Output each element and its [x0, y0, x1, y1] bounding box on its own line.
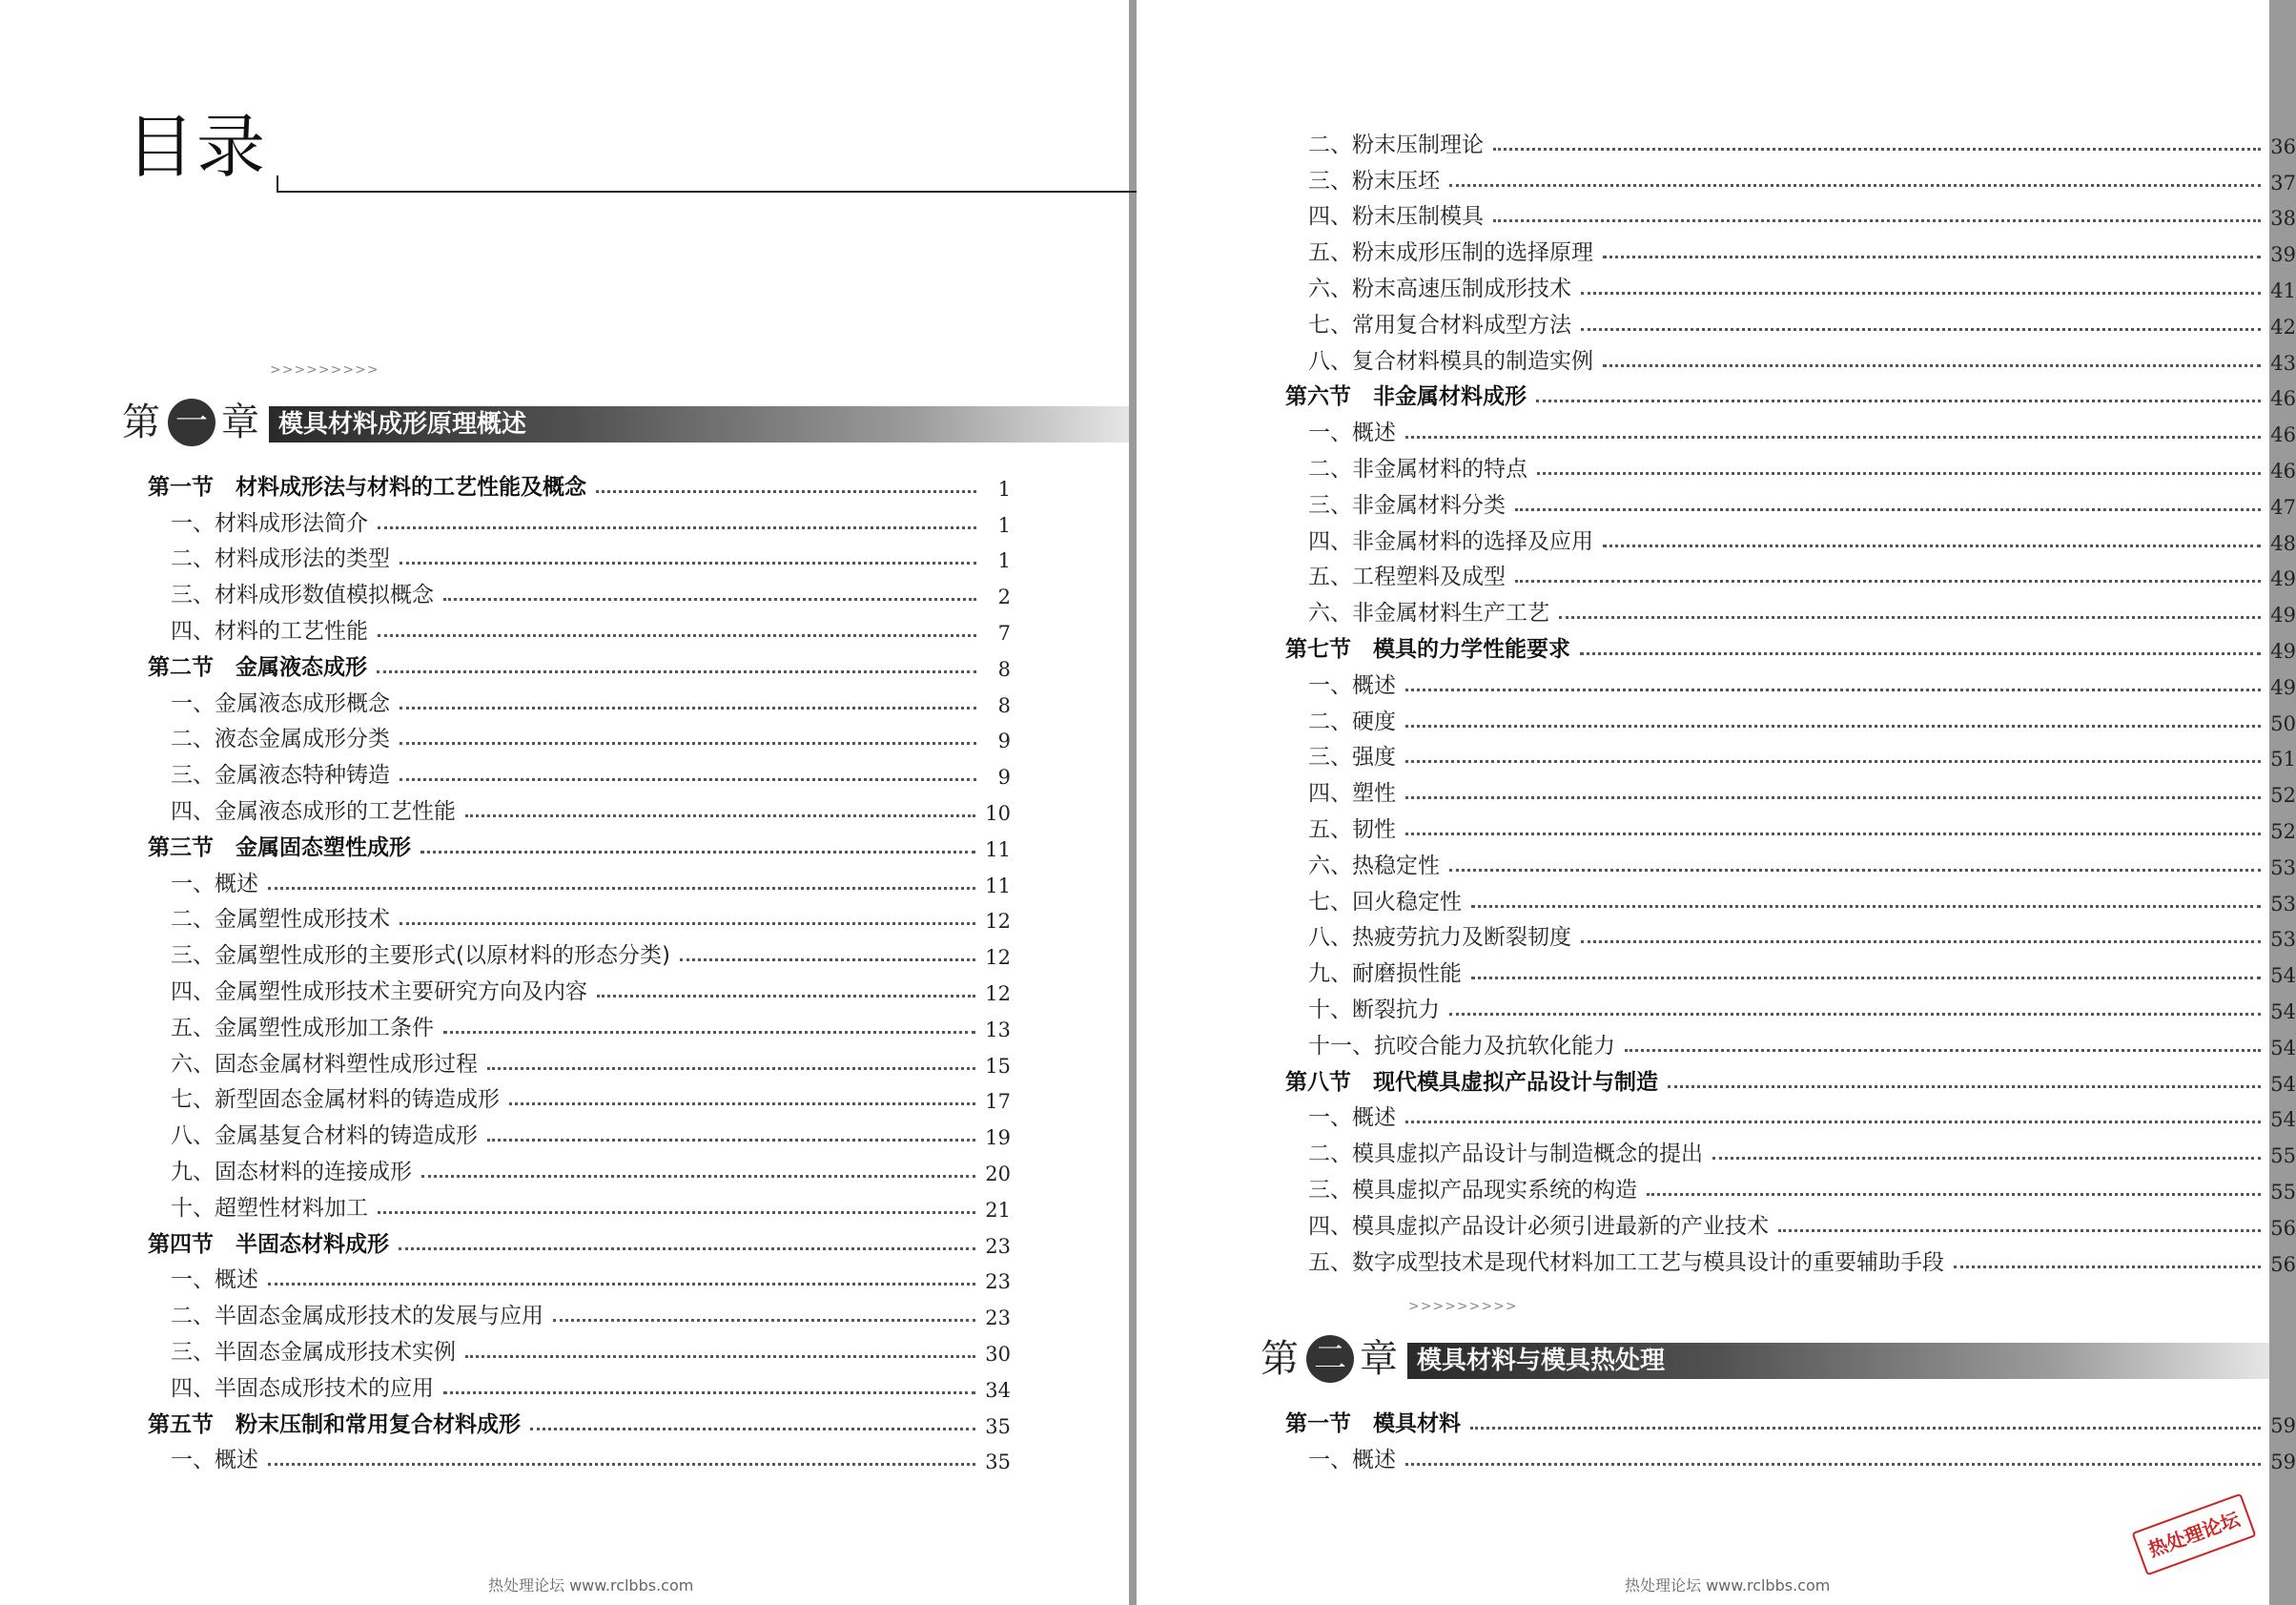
toc-item-entry [148, 1113, 1011, 1149]
toc-page-number: 12 [985, 910, 1011, 934]
dot-leader [1515, 580, 2261, 583]
dot-leader [1449, 1013, 2261, 1016]
toc-item-entry [148, 537, 1011, 573]
toc-item-entry [1285, 916, 2296, 952]
right-page [1137, 0, 2296, 1605]
toc-item-entry [1285, 266, 2296, 302]
dot-leader [1405, 1121, 2261, 1123]
toc-page-number: 54 [2270, 1072, 2296, 1096]
toc-item-entry [1285, 590, 2296, 627]
toc-entry-title: 三、金属液态特种铸造 [171, 763, 390, 789]
toc-entry-title: 十、超塑性材料加工 [171, 1195, 368, 1221]
toc-item-entry [1285, 339, 2296, 375]
toc-page-number: 12 [985, 946, 1011, 970]
toc-page-number: 35 [985, 1451, 1011, 1474]
toc-section-entry [148, 825, 1011, 861]
toc-entry-title: 六、粉末高速压制成形技术 [1308, 276, 1571, 301]
toc-entry-title: 六、非金属材料生产工艺 [1308, 601, 1549, 627]
toc-item-entry [1285, 122, 2296, 158]
dot-leader [1581, 292, 2261, 295]
chapter-suffix: 章 [1360, 1337, 1398, 1381]
toc-item-entry [148, 861, 1011, 897]
toc-page-number: 53 [2270, 892, 2296, 916]
dot-leader [378, 526, 976, 529]
toc-entry-title: 九、固态材料的连接成形 [171, 1159, 412, 1184]
toc-entry-title: 三、半固态金属成形技术实例 [171, 1339, 456, 1365]
toc-page-number: 7 [997, 621, 1011, 645]
toc-entry-title: 七、新型固态金属材料的铸造成形 [171, 1087, 500, 1113]
toc-page-number: 39 [2270, 243, 2296, 267]
toc-item-entry [148, 752, 1011, 789]
dot-leader [400, 707, 976, 710]
toc-item-entry [1285, 446, 2296, 483]
chevron-marker: >>>>>>>>> [1408, 1299, 1518, 1314]
toc-page-number: 13 [985, 1018, 1011, 1041]
toc-entry-title: 二、金属塑性成形技术 [171, 907, 390, 933]
chapter-suffix: 章 [221, 401, 259, 444]
chevron-marker: >>>>>>>>> [270, 362, 379, 378]
toc-item-entry [148, 1366, 1011, 1402]
toc-title: 目录 [126, 107, 268, 187]
toc-entry-title: 一、金属液态成形概念 [171, 690, 390, 716]
left-page [0, 0, 1129, 1605]
dot-leader [487, 1139, 975, 1142]
chapter-prefix: 第 [1261, 1337, 1299, 1381]
toc-entry-title: 第三节 金属固态塑性成形 [148, 834, 411, 860]
toc-entry-title: 八、热疲劳抗力及断裂韧度 [1308, 925, 1571, 951]
toc-entry-title: 一、材料成形法简介 [171, 510, 368, 536]
toc-page-number: 46 [2270, 387, 2296, 411]
dot-leader [596, 490, 976, 493]
toc-page-number: 1 [997, 549, 1011, 573]
dot-leader [443, 1391, 975, 1394]
dot-leader [268, 887, 975, 890]
chapter-number-badge: 一 [168, 399, 215, 446]
dot-leader [1471, 977, 2261, 979]
toc-page-number: 9 [997, 766, 1011, 790]
dot-leader [1778, 1229, 2261, 1232]
dot-leader [1625, 1049, 2261, 1052]
toc-section-entry [148, 1402, 1011, 1438]
toc-entry-title: 二、液态金属成形分类 [171, 727, 390, 752]
toc-item-entry [1285, 1096, 2296, 1132]
toc-page-number: 1 [997, 513, 1011, 537]
dot-leader [1405, 1463, 2261, 1466]
chapter-2-header [1261, 1299, 2269, 1389]
toc-page-number: 1 [997, 477, 1011, 501]
dot-leader [1405, 796, 2261, 799]
dot-leader [597, 995, 975, 998]
toc-item-entry [1285, 1023, 2296, 1060]
toc-entry-title: 三、金属塑性成形的主要形式(以原材料的形态分类) [171, 943, 670, 969]
toc-entry-title: 第八节 现代模具虚拟产品设计与制造 [1285, 1069, 1658, 1095]
toc-page-number: 10 [985, 801, 1011, 825]
toc-page-number: 34 [985, 1378, 1011, 1402]
toc-page-number: 49 [2270, 675, 2296, 699]
toc-item-entry [1285, 1437, 2296, 1473]
dot-leader [1580, 652, 2261, 655]
toc-entry-title: 四、塑性 [1308, 781, 1396, 807]
toc-entry-title: 三、强度 [1308, 745, 1396, 771]
toc-entry-title: 二、模具虚拟产品设计与制造概念的提出 [1308, 1142, 1703, 1167]
toc-item-entry [1285, 879, 2296, 916]
dot-leader [1712, 1157, 2261, 1160]
toc-item-entry [1285, 1240, 2296, 1276]
toc-item-entry [1285, 771, 2296, 807]
chapter-title: 模具材料成形原理概述 [278, 410, 527, 439]
toc-item-entry [148, 572, 1011, 608]
toc-page-number: 54 [2270, 964, 2296, 988]
toc-entry-title: 一、概述 [1308, 1105, 1396, 1131]
toc-page-number: 37 [2270, 171, 2296, 195]
toc-item-entry [148, 1149, 1011, 1185]
toc-page-number: 35 [985, 1414, 1011, 1438]
toc-item-entry [1285, 987, 2296, 1023]
dot-leader [465, 1355, 975, 1358]
toc-entry-title: 三、材料成形数值模拟概念 [171, 583, 434, 608]
toc-entry-title: 八、复合材料模具的制造实例 [1308, 348, 1593, 374]
chapter-1-header [122, 362, 1129, 452]
dot-leader [1515, 508, 2261, 511]
dot-leader [400, 922, 975, 925]
toc-section-entry [1285, 1060, 2296, 1096]
toc-section-entry [1285, 1401, 2296, 1437]
toc-entry-title: 三、模具虚拟产品现实系统的构造 [1308, 1177, 1637, 1203]
toc-entry-title: 第四节 半固态材料成形 [148, 1231, 389, 1257]
dot-leader [420, 851, 975, 854]
toc-entry-title: 四、非金属材料的选择及应用 [1308, 528, 1593, 554]
toc-page-number: 12 [985, 981, 1011, 1005]
toc-page-number: 2 [997, 586, 1011, 609]
dot-leader [465, 814, 975, 817]
dot-leader [443, 598, 976, 601]
toc-entry-title: 二、非金属材料的特点 [1308, 456, 1527, 482]
toc-page-number: 49 [2270, 639, 2296, 663]
toc-page-number: 53 [2270, 855, 2296, 879]
toc-page-number: 49 [2270, 604, 2296, 628]
toc-item-entry [1285, 1167, 2296, 1204]
toc-item-entry [1285, 158, 2296, 195]
toc-item-entry [148, 897, 1011, 934]
dot-leader [1449, 184, 2261, 187]
toc-entry-title: 五、工程塑料及成型 [1308, 565, 1506, 590]
toc-entry-title: 十一、抗咬合能力及抗软化能力 [1308, 1033, 1615, 1059]
toc-page-number: 46 [2270, 459, 2296, 483]
toc-entry-title: 一、概述 [1308, 672, 1396, 698]
toc-page-number: 9 [997, 730, 1011, 753]
toc-entry-title: 第七节 模具的力学性能要求 [1285, 636, 1570, 662]
toc-entry-title: 四、粉末压制模具 [1308, 204, 1484, 230]
toc-entry-title: 四、模具虚拟产品设计必须引进最新的产业技术 [1308, 1213, 1769, 1239]
toc-entry-title: 五、粉末成形压制的选择原理 [1308, 240, 1593, 266]
dot-leader [1493, 148, 2261, 151]
toc-item-entry [148, 1438, 1011, 1474]
toc-page-number: 47 [2270, 495, 2296, 519]
toc-entry-title: 五、金属塑性成形加工条件 [171, 1015, 434, 1040]
dot-leader [1449, 869, 2261, 872]
dot-leader [1537, 472, 2261, 475]
toc-page-number: 59 [2270, 1450, 2296, 1473]
toc-item-entry [1285, 519, 2296, 555]
toc-entry-title: 三、粉末压坯 [1308, 168, 1440, 194]
toc-item-entry [1285, 302, 2296, 339]
toc-entry-title: 第六节 非金属材料成形 [1285, 384, 1527, 410]
toc-item-entry [148, 933, 1011, 969]
forum-stamp-watermark: 热处理论坛 [2131, 1493, 2256, 1576]
toc-entry-title: 七、回火稳定性 [1308, 889, 1462, 915]
toc-page-number: 54 [2270, 999, 2296, 1023]
toc-entry-title: 四、金属液态成形的工艺性能 [171, 798, 456, 824]
dot-leader [1536, 400, 2261, 402]
dot-leader [443, 1031, 975, 1034]
dot-leader [1581, 940, 2261, 943]
toc-page-number: 54 [2270, 1108, 2296, 1132]
toc-item-entry [148, 1329, 1011, 1366]
toc-entry-title: 八、金属基复合材料的铸造成形 [171, 1123, 478, 1149]
toc-entry-title: 六、热稳定性 [1308, 853, 1440, 878]
dot-leader [680, 958, 975, 961]
toc-entry-title: 二、硬度 [1308, 709, 1396, 734]
toc-entry-title: 六、固态金属材料塑性成形过程 [171, 1051, 478, 1077]
toc-page-number: 38 [2270, 207, 2296, 231]
toc-item-entry [1285, 951, 2296, 987]
toc-page-number: 19 [985, 1126, 1011, 1150]
toc-item-entry [1285, 735, 2296, 772]
toc-item-entry [148, 1078, 1011, 1114]
dot-leader [400, 778, 976, 781]
toc-entry-title: 一、概述 [171, 1448, 258, 1473]
toc-item-entry [1285, 1204, 2296, 1240]
dot-leader [1581, 328, 2261, 331]
toc-entry-title: 四、半固态成形技术的应用 [171, 1375, 434, 1401]
toc-page-number: 49 [2270, 567, 2296, 591]
toc-item-entry [1285, 410, 2296, 446]
toc-entry-title: 第一节 材料成形法与材料的工艺性能及概念 [148, 474, 586, 500]
toc-section-entry [148, 464, 1011, 501]
toc-entry-title: 第五节 粉末压制和常用复合材料成形 [148, 1411, 521, 1437]
dot-leader [268, 1463, 975, 1466]
toc-item-entry [148, 1005, 1011, 1041]
toc-page-number: 20 [985, 1162, 1011, 1185]
toc-section-entry [148, 645, 1011, 681]
toc-page-number: 17 [985, 1090, 1011, 1114]
toc-item-entry [148, 1041, 1011, 1078]
toc-page-number: 48 [2270, 531, 2296, 555]
dot-leader [399, 1247, 975, 1250]
toc-page-number: 30 [985, 1342, 1011, 1366]
dot-leader [378, 1211, 975, 1214]
toc-item-entry [148, 969, 1011, 1005]
chapter-title-bar [1407, 1343, 2269, 1379]
chapter-number-badge: 二 [1306, 1335, 1354, 1383]
toc-entry-title: 七、常用复合材料成型方法 [1308, 312, 1571, 338]
toc-page-number: 51 [2270, 748, 2296, 772]
toc-item-entry [148, 681, 1011, 717]
dot-leader [1954, 1265, 2261, 1268]
toc-entry-title: 二、半固态金属成形技术的发展与应用 [171, 1304, 543, 1329]
toc-page-number: 55 [2270, 1144, 2296, 1168]
chapter-title: 模具材料与模具热处理 [1417, 1347, 1666, 1375]
dot-leader [1405, 725, 2261, 728]
toc-page-number: 11 [985, 874, 1011, 897]
toc-section-entry [1285, 627, 2296, 663]
toc-page-number: 56 [2270, 1252, 2296, 1276]
dot-leader [509, 1102, 975, 1105]
dot-leader [1559, 616, 2261, 619]
toc-page-number: 55 [2270, 1180, 2296, 1204]
dot-leader [487, 1067, 975, 1070]
dot-leader [1647, 1193, 2261, 1196]
toc-page-number: 50 [2270, 711, 2296, 735]
page-footer: 热处理论坛 www.rclbbs.com [1625, 1576, 1831, 1595]
toc-entry-title: 一、概述 [1308, 421, 1396, 446]
dot-leader [1405, 436, 2261, 439]
toc-entry-title: 第一节 模具材料 [1285, 1410, 1461, 1436]
dot-leader [1668, 1085, 2261, 1088]
toc-page-number: 36 [2270, 134, 2296, 158]
dot-leader [1603, 256, 2261, 258]
toc-page-number: 15 [985, 1054, 1011, 1078]
toc-page-number: 41 [2270, 278, 2296, 302]
toc-item-entry [148, 501, 1011, 537]
toc-page-number: 23 [985, 1234, 1011, 1258]
toc-entry-title: 九、耐磨损性能 [1308, 961, 1462, 987]
toc-list-right [1285, 122, 2296, 1276]
toc-item-entry [1285, 555, 2296, 591]
toc-page-number: 21 [985, 1198, 1011, 1222]
dot-leader [1405, 760, 2261, 763]
toc-item-entry [1285, 843, 2296, 879]
toc-page-number: 59 [2270, 1413, 2296, 1437]
dot-leader [530, 1428, 975, 1430]
toc-page-number: 42 [2270, 315, 2296, 339]
toc-entry-title: 四、材料的工艺性能 [171, 618, 368, 644]
toc-item-entry [1285, 807, 2296, 843]
toc-page-number: 46 [2270, 423, 2296, 447]
dot-leader [421, 1175, 975, 1178]
toc-list-left [148, 464, 1011, 1473]
dot-leader [1405, 689, 2261, 691]
toc-entry-title: 一、概述 [171, 871, 258, 896]
title-rule [277, 175, 1137, 193]
dot-leader [1470, 1427, 2261, 1430]
dot-leader [1493, 219, 2261, 222]
toc-entry-title: 一、概述 [1308, 1447, 1396, 1472]
toc-page-number: 8 [997, 657, 1011, 681]
dot-leader [1405, 833, 2261, 835]
toc-page-number: 52 [2270, 819, 2296, 843]
dot-leader [400, 562, 976, 565]
toc-item-entry [148, 717, 1011, 753]
toc-entry-title: 五、数字成型技术是现代材料加工工艺与模具设计的重要辅助手段 [1308, 1249, 1944, 1275]
toc-item-entry [148, 789, 1011, 825]
toc-item-entry [1285, 1131, 2296, 1167]
toc-entry-title: 第二节 金属液态成形 [148, 654, 367, 680]
dot-leader [553, 1319, 975, 1322]
toc-item-entry [1285, 195, 2296, 231]
dot-leader [1471, 905, 2261, 908]
toc-page-number: 23 [985, 1270, 1011, 1294]
toc-item-entry [1285, 699, 2296, 735]
toc-item-entry [1285, 230, 2296, 266]
dot-leader [400, 742, 976, 745]
toc-page-number: 52 [2270, 784, 2296, 808]
toc-item-entry [148, 1185, 1011, 1222]
page-footer: 热处理论坛 www.rclbbs.com [488, 1576, 694, 1595]
toc-page-number: 8 [997, 693, 1011, 717]
dot-leader [1603, 545, 2261, 547]
dot-leader [378, 634, 976, 637]
toc-item-entry [148, 608, 1011, 645]
toc-section-entry [1285, 375, 2296, 411]
toc-item-entry [1285, 663, 2296, 699]
toc-page-number: 56 [2270, 1216, 2296, 1240]
toc-item-entry [148, 1258, 1011, 1294]
toc-item-entry [1285, 483, 2296, 519]
dot-leader [1603, 364, 2261, 367]
toc-page-number: 23 [985, 1307, 1011, 1330]
toc-item-entry [148, 1293, 1011, 1329]
toc-entry-title: 四、金属塑性成形技术主要研究方向及内容 [171, 978, 587, 1004]
toc-page-number: 11 [985, 837, 1011, 861]
toc-entry-title: 三、非金属材料分类 [1308, 492, 1506, 518]
toc-entry-title: 十、断裂抗力 [1308, 997, 1440, 1022]
toc-page-number: 53 [2270, 928, 2296, 952]
toc-list-right-chapter-2 [1285, 1401, 2296, 1473]
toc-entry-title: 二、粉末压制理论 [1308, 132, 1484, 157]
toc-page-number: 54 [2270, 1036, 2296, 1060]
toc-entry-title: 二、材料成形法的类型 [171, 546, 390, 572]
chapter-title-bar [269, 406, 1129, 442]
dot-leader [268, 1283, 975, 1286]
dot-leader [377, 670, 976, 673]
toc-page-number: 43 [2270, 351, 2296, 375]
chapter-prefix: 第 [122, 401, 160, 444]
toc-entry-title: 五、韧性 [1308, 816, 1396, 842]
toc-section-entry [148, 1222, 1011, 1258]
toc-entry-title: 一、概述 [171, 1267, 258, 1293]
